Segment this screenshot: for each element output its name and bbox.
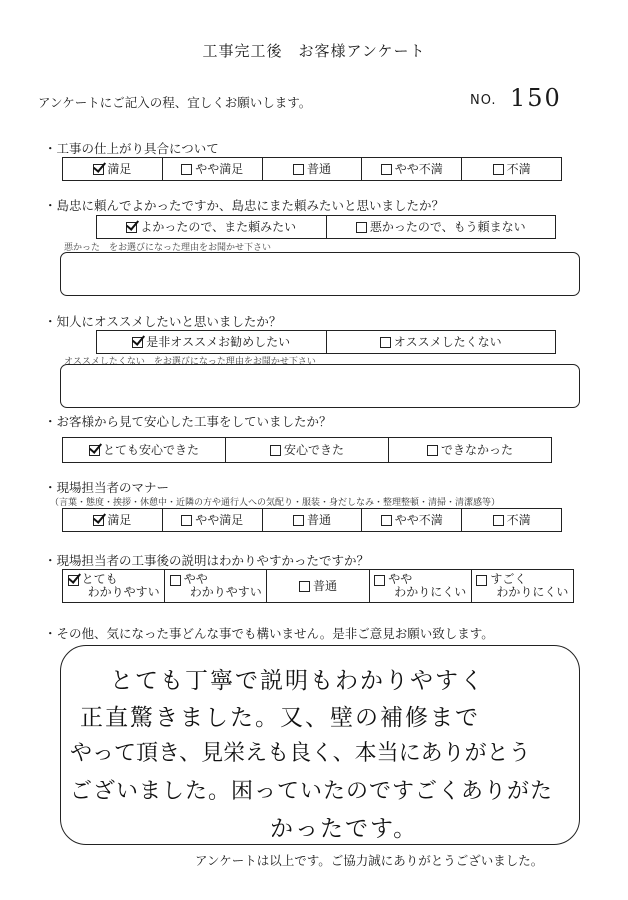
- q3-reason-field[interactable]: [60, 364, 580, 408]
- comment-line: やって頂き、見栄えも良く、本当にありがとう: [70, 741, 531, 766]
- checkbox[interactable]: [381, 164, 392, 175]
- q1-options: [62, 157, 562, 181]
- q1-option[interactable]: 普通: [262, 158, 362, 180]
- q6-option[interactable]: やや わかりやすい: [164, 570, 266, 602]
- checkbox[interactable]: [270, 445, 281, 456]
- q2-option[interactable]: 悪かったので、もう頼まない: [326, 216, 556, 238]
- q4-option[interactable]: 安心できた: [225, 438, 388, 462]
- q5-note: （言葉・態度・挨拶・休憩中・近隣の方や通行人への気配り・服装・身だしなみ・整理整頓・清掃・清潔感等）: [50, 498, 501, 508]
- checkbox[interactable]: [493, 515, 504, 526]
- q5-option[interactable]: やや満足: [162, 509, 262, 531]
- q4-option[interactable]: できなかった: [388, 438, 551, 462]
- q4-options: [62, 437, 552, 463]
- q5-option[interactable]: 普通: [262, 509, 362, 531]
- checkbox[interactable]: [93, 515, 104, 526]
- q5-question: ・現場担当者のマナー: [44, 480, 170, 495]
- checkbox[interactable]: [181, 164, 192, 175]
- q2-option[interactable]: よかったので、また頼みたい: [97, 216, 326, 238]
- q6-option[interactable]: すごく わかりにくい: [471, 570, 573, 602]
- q6-option[interactable]: 普通: [266, 570, 368, 602]
- q1-option[interactable]: 満足: [63, 158, 162, 180]
- q2-reason-label: 悪かった をお選びになった理由をお聞かせ下さい: [64, 243, 272, 253]
- q3-reason-label: オススメしたくない をお選びになった理由をお聞かせ下さい: [64, 357, 316, 367]
- checkbox[interactable]: [293, 164, 304, 175]
- checkbox[interactable]: [181, 515, 192, 526]
- q4-question: ・お客様から見て安心した工事をしていましたか？: [44, 414, 332, 429]
- q5-options: [62, 508, 562, 532]
- q6-options: [62, 569, 574, 603]
- checkbox[interactable]: [299, 581, 310, 592]
- q1-option[interactable]: 不満: [461, 158, 561, 180]
- checkbox[interactable]: [493, 164, 504, 175]
- checkbox[interactable]: [380, 337, 391, 348]
- comment-line: 正直驚きました。又、壁の補修まで: [80, 705, 480, 731]
- intro-text: アンケートにご記入の程、宜しくお願いします。: [38, 95, 312, 110]
- checkbox[interactable]: [427, 445, 438, 456]
- q5-option[interactable]: 満足: [63, 509, 162, 531]
- q1-option[interactable]: やや満足: [162, 158, 262, 180]
- checkbox[interactable]: [476, 575, 487, 586]
- number-label: NO.: [470, 93, 497, 108]
- checkbox[interactable]: [293, 515, 304, 526]
- number-value: 150: [510, 84, 562, 112]
- q2-options: [96, 215, 556, 239]
- q3-option[interactable]: オススメしたくない: [326, 331, 556, 353]
- q6-option[interactable]: とても わかりやすい: [63, 570, 164, 602]
- q6-option[interactable]: やや わかりにくい: [369, 570, 471, 602]
- comment-line: ございました。困っていたのですごくありがた: [70, 779, 554, 804]
- q2-question: ・島忠に頼んでよかったですか、島忠にまた頼みたいと思いましたか？: [44, 198, 445, 213]
- checkbox[interactable]: [68, 575, 79, 586]
- q3-option[interactable]: 是非オススメお勧めしたい: [97, 331, 326, 353]
- comment-line: とても丁寧で説明もわかりやすく: [110, 668, 485, 694]
- survey-title: 工事完工後 お客様アンケート: [202, 42, 426, 60]
- checkbox[interactable]: [93, 164, 104, 175]
- footer-text: アンケートは以上です。ご協力誠にありがとうございました。: [195, 853, 544, 868]
- checkbox[interactable]: [170, 575, 181, 586]
- q2-reason-field[interactable]: [60, 252, 580, 296]
- checkbox[interactable]: [356, 222, 367, 233]
- q4-option[interactable]: とても安心できた: [63, 438, 225, 462]
- checkbox[interactable]: [374, 575, 385, 586]
- q5-option[interactable]: やや不満: [361, 509, 461, 531]
- q5-option[interactable]: 不満: [461, 509, 561, 531]
- checkbox[interactable]: [381, 515, 392, 526]
- comment-line: かったです。: [270, 816, 419, 842]
- q6-question: ・現場担当者の工事後の説明はわかりやすかったですか？: [44, 553, 370, 568]
- checkbox[interactable]: [126, 222, 137, 233]
- checkbox[interactable]: [89, 445, 100, 456]
- q7-question: ・その他、気になった事どんな事でも構いません。是非ご意見お願い致します。: [44, 626, 494, 641]
- q3-options: [96, 330, 556, 354]
- q1-question: ・工事の仕上がり具合について: [44, 141, 219, 156]
- q1-option[interactable]: やや不満: [361, 158, 461, 180]
- checkbox[interactable]: [132, 337, 143, 348]
- q3-question: ・知人にオススメしたいと思いましたか？: [44, 314, 282, 329]
